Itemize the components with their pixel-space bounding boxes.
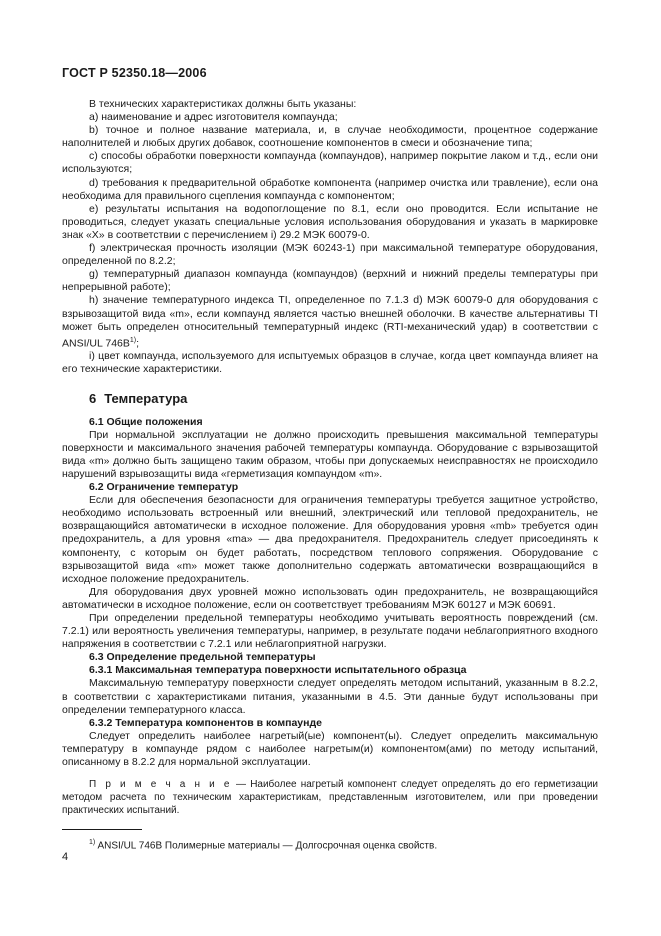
subsection-6-2-paragraph-2: Для оборудования двух уровней можно использовать один предохранитель, не возвращающийся автоматически в исходное положение, если он соответствует требованиям МЭК 60127 и МЭК 60691. (62, 585, 598, 611)
footnote (62, 836, 598, 852)
list-item-h-text: h) значение температурного индекса TI, определенное по 7.1.3 d) МЭК 60079-0 для оборудования с взрывозащитой вида «m», если компаунд является частью внешней оболочки. В качестве альтернативы TI может быть определен относительный температурный индекс (RTI-механический удар) в соответствии с ANSI/UL 746B (62, 294, 598, 350)
section-number: 6 (89, 391, 97, 407)
list-item-a: a) наименование и адрес изготовителя компаунда; (89, 111, 338, 124)
subsection-6-3-2-text: Следует определить наиболее нагретый(ые) компонент(ы). Следует определить максимальную температуру в компаунде рядом с наиболее нагретым(и) компонентом(ами) по методу испытаний, описанному в 8.2.2 для нормальной эксплуатации. (62, 729, 598, 768)
subsection-6-3-1-text: Максимальную температуру поверхности следует определять методом испытаний, указанным в 8.2.2, в соответствии с характеристиками питания, указанными в 4.5. Эти данные будут использованы при определении температурного класса. (62, 677, 598, 716)
footnote-marker: 1) (89, 839, 96, 847)
list-item-c: c) способы обработки поверхности компаунда (компаундов), например покрытие лаком и т.д., если они используются; (62, 150, 598, 176)
subsection-6-3-2-title: 6.3.2 Температура компонентов в компаунде (89, 716, 322, 729)
subsection-6-3-1-title: 6.3.1 Максимальная температура поверхности испытательного образца (89, 664, 467, 677)
list-item-b: b) точное и полное название материала, и, в случае необходимости, процентное содержание наполнителей и любых других добавок, соотношение компонентов в смеси и обозначение типа; (62, 124, 598, 150)
subsection-6-1-text: При нормальной эксплуатации не должно происходить превышения максимальной температуры поверхности и максимального значения рабочей температуры компаунда. Оборудование с взрывозащитой вида «m» должно быть защищено таким образом, чтобы при допускаемых неисправностях не происходило нарушений взрывозащиты вида «герметизация компаундом «m». (62, 428, 598, 480)
subsection-6-1-title: 6.1 Общие положения (89, 415, 203, 428)
list-item-h: h) значение температурного индекса TI, определенное по 7.1.3 d) МЭК 60079-0 для оборудования с взрывозащитой вида «m», если компаунд является частью внешней оболочки. В качестве альтернативы TI может быть определен относительный температурный индекс (RTI-механический удар) в соответствии с ANSI/UL $746B^{1)}$; (62, 294, 598, 350)
footnote-reference: 1) (129, 336, 137, 344)
footnote-text: ANSI/UL 746B Полимерные материалы — Долгосрочная оценка свойств. (97, 840, 438, 852)
subsection-6-3-title: 6.3 Определение предельной температуры (89, 651, 316, 664)
section-6-heading (89, 392, 598, 405)
subsection-6-2-title: 6.2 Ограничение температур (89, 481, 239, 494)
footnote-divider (62, 829, 142, 830)
standard-header: ГОСТ Р 52350.18—2006 (62, 66, 207, 80)
list-item-d: d) требования к предварительной обработке компонента (например очистка или травление), если она необходима для правильного сцепления компаунда с компонентом; (62, 176, 598, 202)
page-number: 4 (62, 851, 69, 863)
note-label: П р и м е ч а н и е (89, 779, 232, 791)
list-item-g: g) температурный диапазон компаунда (компаундов) (верхний и нижний пределы температуры при непрерывной работе); (62, 268, 598, 294)
list-item-i: i) цвет компаунда, используемого для испытуемых образцов в случае, когда цвет компаунда влияет на его технические характеристики. (62, 350, 598, 376)
section-title: Температура (104, 391, 188, 407)
subsection-6-2-paragraph-3: При определении предельной температуры необходимо учитывать вероятность повреждений (см. 7.2.1) или вероятность увеличения температуры, например, в результате подачи неблагоприятного входного напряжения в соответствии с 7.2.1 или неблагоприятной нагрузки. (62, 611, 598, 651)
note-paragraph (62, 778, 598, 817)
subsection-6-2-paragraph-1: Если для обеспечения безопасности для ограничения температуры требуется защитное устройство, необходимо использовать встроенный или внешний, электрический или тепловой предохранитель, не возвращающийся автоматически в исходное положение. Для оборудования уровня «mb» требуется один предохранитель, а для уровня «ma» — два предохранителя. Предохранитель следует присоединять к компоненту, с которым он будет работать, посредством теплового сопряжения. Оборудование с взрывозащитой вида «m» может также дополнительно содержать автоматически возвращающийся в исходное положение предохранитель. (62, 494, 598, 585)
intro-paragraph: В технических характеристиках должны быть указаны: (89, 98, 357, 110)
list-item-e: e) результаты испытания на водопоглощение по 8.1, если оно проводится. Если испытание не проводиться, следует указать специальные условия использования оборудования и указать в маркировке знак «X» в соответствии с перечислением i) 29.2 МЭК 60079-0. (62, 202, 598, 241)
list-item-f: f) электрическая прочность изоляции (МЭК 60243-1) при максимальной температуре оборудования, определенной по 8.2.2; (62, 242, 598, 268)
note-text: — Наиболее нагретый компонент следует определять до его герметизации методом расчета по техническим характеристикам, представленным изготовителем, или при проведении практических испытаний. (62, 779, 598, 817)
document-body (62, 98, 598, 853)
